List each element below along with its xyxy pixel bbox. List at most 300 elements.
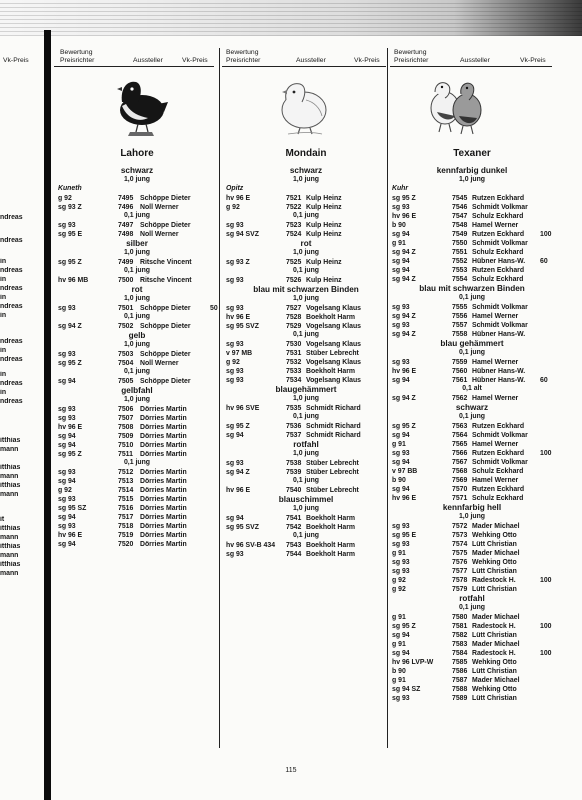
entry-row [392, 640, 552, 649]
age-class-label: 1,0 jung [123, 295, 151, 302]
entry-row [226, 468, 386, 477]
texaner-pigeons-illustration [425, 72, 487, 138]
catalog-number: 7549 [452, 231, 468, 238]
age-class-label: 0,1 jung [458, 349, 486, 356]
left-page-text-fragment: ndreas [0, 398, 23, 405]
entry-row [226, 194, 386, 203]
catalog-number: 7581 [452, 623, 468, 630]
rating: g 91 [392, 614, 406, 621]
exhibitor: Wehking Otto [472, 659, 517, 666]
entry-row [392, 275, 552, 284]
age-class-label: 0,1 jung [123, 212, 151, 219]
mondain-pigeon-illustration [270, 72, 334, 138]
catalog-number: 7521 [286, 195, 302, 202]
rating: sg 93 [226, 305, 244, 312]
rating: sg 93 [226, 277, 244, 284]
rating: sg 94 [58, 478, 76, 485]
catalog-number: 7576 [452, 559, 468, 566]
catalog-number: 7587 [452, 677, 468, 684]
entry-row [226, 322, 386, 331]
header-vk-preis: Vk-Preis [520, 57, 546, 64]
entry-row [58, 450, 216, 459]
catalog-number: 7556 [452, 313, 468, 320]
rating: b 90 [392, 477, 406, 484]
rating: sg 93 [392, 695, 410, 702]
entry-row [226, 486, 386, 495]
age-class-label: 0,1 jung [123, 267, 151, 274]
catalog-number: 7527 [286, 305, 302, 312]
rating: sg 94 [392, 267, 410, 274]
entry-row [58, 194, 216, 203]
catalog-number: 7530 [286, 341, 302, 348]
age-class-label: 0,1 jung [292, 532, 320, 539]
entry-row [392, 212, 552, 221]
exhibitor: Schulz Eckhard [472, 213, 524, 220]
exhibitor: Ritsche Vincent [140, 259, 192, 266]
rating: b 90 [392, 222, 406, 229]
rating: sg 93 [392, 568, 410, 575]
exhibitor: Mader Michael [472, 614, 520, 621]
entry-row [392, 622, 552, 631]
catalog-number: 7522 [286, 204, 302, 211]
exhibitor: Boekholt Harm [306, 314, 356, 321]
sale-price: 60 [540, 377, 548, 384]
exhibitor: Wehking Otto [472, 532, 517, 539]
rating: sg 94 [392, 459, 410, 466]
catalog-number: 7585 [452, 659, 468, 666]
exhibitor: Dörries Martin [140, 541, 187, 548]
exhibitor: Dörries Martin [140, 505, 187, 512]
exhibitor: Dörries Martin [140, 424, 187, 431]
color-class-heading: kennfarbig hell [442, 503, 502, 512]
entry-row [58, 540, 216, 549]
exhibitor: Mader Michael [472, 523, 520, 530]
left-page-text-fragment: in [0, 312, 7, 319]
exhibitor: Radestock H. [472, 623, 516, 630]
entry-row [58, 513, 216, 522]
entry-row [58, 359, 216, 368]
catalog-number: 7577 [452, 568, 468, 575]
catalog-number: 7498 [118, 231, 134, 238]
rating: g 92 [226, 359, 240, 366]
rating: g 91 [392, 641, 406, 648]
rating: g 92 [226, 204, 240, 211]
rating: sg 94 Z [392, 249, 416, 256]
exhibitor: Kulp Heinz [306, 277, 342, 284]
exhibitor: Dörries Martin [140, 433, 187, 440]
age-class-label: 0,1 jung [292, 212, 320, 219]
rating: sg 94 [226, 515, 244, 522]
rating: hv 96 SV-B 434 [226, 542, 276, 549]
rating: g 91 [392, 240, 406, 247]
age-class-label: 1,0 jung [123, 176, 151, 183]
entry-row [226, 258, 386, 267]
entry-row [392, 613, 552, 622]
left-page-text-fragment: mann [0, 446, 19, 453]
page-number: 115 [285, 767, 297, 774]
exhibitor: Kulp Heinz [306, 259, 342, 266]
entry-row [392, 558, 552, 567]
rating: sg 95 Z [58, 451, 82, 458]
entry-row [392, 431, 552, 440]
entry-row [392, 585, 552, 594]
entry-row [58, 441, 216, 450]
rating: sg 94 SVZ [226, 231, 259, 238]
sale-price: 50 [210, 305, 218, 312]
catalog-number: 7531 [286, 350, 302, 357]
rating: sg 93 [58, 222, 76, 229]
catalog-number: 7499 [118, 259, 134, 266]
exhibitor: Dörries Martin [140, 478, 187, 485]
header-aussteller: Aussteller [460, 57, 490, 64]
column-divider [387, 48, 388, 748]
color-class-heading: rotfahl [459, 594, 485, 603]
entry-row [392, 685, 552, 694]
rating: g 92 [58, 195, 72, 202]
rating: hv 96 E [226, 487, 251, 494]
rating: g 91 [392, 677, 406, 684]
catalog-number: 7575 [452, 550, 468, 557]
exhibitor: Mader Michael [472, 677, 520, 684]
catalog-number: 7495 [118, 195, 134, 202]
rating: sg 93 [392, 304, 410, 311]
rating: sg 94 Z [392, 276, 416, 283]
exhibitor: Schmidt Volkmar [472, 204, 528, 211]
exhibitor: Kulp Heinz [306, 195, 342, 202]
catalog-number: 7518 [118, 523, 134, 530]
age-class-label: 0,1 jung [292, 477, 320, 484]
catalog-number: 7565 [452, 441, 468, 448]
catalog-number: 7564 [452, 432, 468, 439]
rating: hv 96 E [392, 495, 417, 502]
column-divider [219, 48, 220, 748]
catalog-number: 7532 [286, 359, 302, 366]
header-aussteller: Aussteller [133, 57, 163, 64]
color-class-heading: kennfarbig dunkel [436, 166, 508, 175]
color-class-heading: rot [131, 285, 143, 294]
entry-row [392, 239, 552, 248]
entry-row [58, 432, 216, 441]
rating: sg 94 [392, 432, 410, 439]
rating: sg 94 [58, 433, 76, 440]
rating: sg 94 Z [226, 469, 250, 476]
exhibitor: Dörries Martin [140, 523, 187, 530]
age-class-label: 1,0 jung [292, 176, 320, 183]
entry-row [58, 322, 216, 331]
rating: sg 94 [392, 258, 410, 265]
left-page-text-fragment: itthias [0, 482, 21, 489]
age-class-label: 0,1 jung [458, 604, 486, 611]
entry-row [58, 405, 216, 414]
catalog-number: 7504 [118, 360, 134, 367]
catalog-number: 7559 [452, 359, 468, 366]
catalog-number: 7546 [452, 204, 468, 211]
entry-row [226, 367, 386, 376]
exhibitor: Stüber Lebrecht [306, 469, 359, 476]
exhibitor: Lütt Christian [472, 541, 517, 548]
color-class-heading: gelb [128, 331, 146, 340]
rating: sg 93 Z [226, 259, 250, 266]
header-aussteller: Aussteller [296, 57, 326, 64]
catalog-number: 7507 [118, 415, 134, 422]
exhibitor: Rutzen Eckhard [472, 486, 525, 493]
catalog-number: 7505 [118, 378, 134, 385]
entry-row [392, 203, 552, 212]
catalog-number: 7506 [118, 406, 134, 413]
catalog-number: 7509 [118, 433, 134, 440]
rating: sg 93 [58, 469, 76, 476]
rating: hv 96 E [392, 368, 417, 375]
entry-row [58, 203, 216, 212]
exhibitor: Schmidt Volkmar [472, 304, 528, 311]
entry-row [392, 257, 552, 266]
catalog-number: 7570 [452, 486, 468, 493]
rating: sg 93 [58, 351, 76, 358]
rating: sg 93 [392, 450, 410, 457]
exhibitor: Schmidt Richard [306, 423, 361, 430]
rating: sg 94 [392, 486, 410, 493]
exhibitor: Noll Werner [140, 204, 179, 211]
left-page-text-fragment: mann [0, 534, 19, 541]
rating: g 91 [392, 550, 406, 557]
exhibitor: Radestock H. [472, 577, 516, 584]
exhibitor: Hübner Hans-W. [472, 377, 526, 384]
catalog-number: 7573 [452, 532, 468, 539]
entry-row [58, 531, 216, 540]
exhibitor: Kulp Heinz [306, 222, 342, 229]
entry-row [392, 576, 552, 585]
catalog-number: 7547 [452, 213, 468, 220]
rating: sg 93 [58, 305, 76, 312]
entry-row [392, 194, 552, 203]
entry-row [392, 321, 552, 330]
entry-row [226, 431, 386, 440]
catalog-number: 7586 [452, 668, 468, 675]
exhibitor: Dörries Martin [140, 451, 187, 458]
exhibitor: Lütt Christian [472, 586, 517, 593]
exhibitor: Schmidt Volkmar [472, 459, 528, 466]
rating: sg 93 [58, 523, 76, 530]
age-class-label: 0,1 jung [458, 294, 486, 301]
catalog-number: 7517 [118, 514, 134, 521]
exhibitor: Stüber Lebrecht [306, 350, 359, 357]
header-bewertung: Bewertung [394, 49, 427, 56]
catalog-number: 7558 [452, 331, 468, 338]
rating: sg 95 Z [58, 360, 82, 367]
color-class-heading: blau gehämmert [440, 339, 504, 348]
catalog-number: 7503 [118, 351, 134, 358]
rating: g 91 [392, 441, 406, 448]
age-class-label: 0,1 jung [292, 413, 320, 420]
exhibitor: Schöppe Dieter [140, 378, 191, 385]
catalog-number: 7548 [452, 222, 468, 229]
entry-row [226, 376, 386, 385]
entry-row [226, 523, 386, 532]
catalog-number: 7582 [452, 632, 468, 639]
rating: sg 94 [58, 442, 76, 449]
catalog-number: 7538 [286, 460, 302, 467]
exhibitor: Rutzen Eckhard [472, 423, 525, 430]
exhibitor: Vogelsang Klaus [306, 341, 362, 348]
catalog-number: 7529 [286, 323, 302, 330]
rating: sg 95 Z [392, 423, 416, 430]
header-left-vk-preis: Vk-Preis [3, 57, 29, 64]
catalog-number: 7500 [118, 277, 134, 284]
catalog-number: 7583 [452, 641, 468, 648]
left-page-text-fragment: it [0, 516, 5, 523]
catalog-number: 7534 [286, 377, 302, 384]
left-page-text-fragment: itthias [0, 464, 21, 471]
left-page-text-fragment: mann [0, 570, 19, 577]
catalog-number: 7555 [452, 304, 468, 311]
rating: sg 95 Z [226, 423, 250, 430]
header-vk-preis: Vk-Preis [354, 57, 380, 64]
exhibitor: Schmidt Richard [306, 405, 361, 412]
exhibitor: Radestock H. [472, 650, 516, 657]
exhibitor: Kulp Heinz [306, 204, 342, 211]
catalog-number: 7511 [118, 451, 133, 458]
entry-row [58, 468, 216, 477]
left-page-text-fragment: in [0, 347, 7, 354]
catalog-number: 7542 [286, 524, 302, 531]
entry-row [58, 276, 216, 285]
entry-row [226, 422, 386, 431]
color-class-heading: schwarz [289, 166, 323, 175]
catalog-number: 7557 [452, 322, 468, 329]
age-class-label: 0,1 jung [123, 313, 151, 320]
rating: sg 94 SZ [392, 686, 421, 693]
rating: sg 94 [226, 432, 244, 439]
rating: sg 94 Z [392, 313, 416, 320]
rating: sg 95 SVZ [226, 323, 259, 330]
exhibitor: Stüber Lebrecht [306, 487, 359, 494]
left-page-text-fragment: itthias [0, 525, 21, 532]
exhibitor: Dörries Martin [140, 496, 187, 503]
exhibitor: Noll Werner [140, 360, 179, 367]
rating: b 90 [392, 668, 406, 675]
rating: sg 93 [392, 559, 410, 566]
rating: sg 94 [392, 650, 410, 657]
age-class-label: 0,1 jung [123, 459, 151, 466]
rating: sg 95 E [58, 231, 83, 238]
left-page-text-fragment: ndreas [0, 338, 23, 345]
age-class-label: 1,0 jung [292, 249, 320, 256]
rating: hv 96 E [392, 213, 417, 220]
entry-row [58, 377, 216, 386]
catalog-number: 7574 [452, 541, 468, 548]
left-page-text-fragment: itthias [0, 561, 21, 568]
catalog-number: 7525 [286, 259, 302, 266]
header-preisrichter: Preisrichter [394, 57, 429, 64]
catalog-number: 7510 [118, 442, 134, 449]
entry-row [392, 676, 552, 685]
exhibitor: Lütt Christian [472, 668, 517, 675]
entry-row [392, 376, 552, 385]
entry-row [226, 203, 386, 212]
breed-title: Texaner [453, 148, 491, 159]
catalog-number: 7584 [452, 650, 468, 657]
age-class-label: 0,1 jung [458, 413, 486, 420]
rating: sg 93 [392, 359, 410, 366]
exhibitor: Schöppe Dieter [140, 195, 191, 202]
rating: hv 96 MB [58, 277, 89, 284]
lahore-pigeon-illustration [108, 72, 168, 138]
entry-row [392, 266, 552, 275]
exhibitor: Schöppe Dieter [140, 323, 191, 330]
exhibitor: Rutzen Eckhard [472, 195, 525, 202]
exhibitor: Schmidt Volkmar [472, 432, 528, 439]
catalog-number: 7563 [452, 423, 468, 430]
rating: sg 93 Z [58, 204, 82, 211]
exhibitor: Lütt Christian [472, 632, 517, 639]
rating: sg 93 [392, 541, 410, 548]
exhibitor: Mader Michael [472, 641, 520, 648]
catalog-number: 7553 [452, 267, 468, 274]
catalog-number: 7579 [452, 586, 468, 593]
rating: sg 94 [58, 378, 76, 385]
rating: hv 96 E [58, 532, 83, 539]
left-page-text-fragment: ndreas [0, 214, 23, 221]
catalog-number: 7588 [452, 686, 468, 693]
catalog-number: 7528 [286, 314, 302, 321]
entry-row [226, 550, 386, 559]
catalog-number: 7539 [286, 469, 302, 476]
age-class-label: 1,0 jung [458, 176, 486, 183]
left-page-text-fragment: mann [0, 552, 19, 559]
exhibitor: Noll Werner [140, 231, 179, 238]
age-class-label: 1,0 jung [123, 341, 151, 348]
entry-row [392, 694, 552, 703]
rating: sg 93 [226, 551, 244, 558]
rating: sg 94 [58, 514, 76, 521]
catalog-number: 7571 [452, 495, 468, 502]
catalog-number: 7550 [452, 240, 468, 247]
exhibitor: Boekholt Harm [306, 542, 356, 549]
rating: sg 95 SZ [58, 505, 87, 512]
age-class-label: 1,0 jung [123, 396, 151, 403]
catalog-number: 7560 [452, 368, 468, 375]
catalog-number: 7562 [452, 395, 468, 402]
left-page-text-fragment: itthias [0, 437, 21, 444]
exhibitor: Hamel Werner [472, 477, 519, 484]
catalog-number: 7520 [118, 541, 134, 548]
age-class-label: 0,1 jung [292, 331, 320, 338]
color-class-heading: rot [300, 239, 312, 248]
catalog-number: 7567 [452, 459, 468, 466]
catalog-number: 7526 [286, 277, 302, 284]
rating: sg 95 Z [392, 195, 416, 202]
catalog-number: 7540 [286, 487, 302, 494]
catalog-number: 7496 [118, 204, 134, 211]
left-page-text-fragment: in [0, 276, 7, 283]
entry-row [392, 230, 552, 239]
catalog-number: 7552 [452, 258, 468, 265]
exhibitor: Kulp Heinz [306, 231, 342, 238]
catalog-number: 7533 [286, 368, 302, 375]
color-class-heading: blauschimmel [278, 495, 334, 504]
catalog-number: 7515 [118, 496, 134, 503]
rating: sg 93 [58, 496, 76, 503]
sale-price: 100 [540, 450, 552, 457]
exhibitor: Schulz Eckhard [472, 249, 524, 256]
entry-row [392, 440, 552, 449]
sale-price: 100 [540, 577, 552, 584]
entry-row [392, 394, 552, 403]
left-page-text-fragment: in [0, 294, 7, 301]
sale-price: 100 [540, 650, 552, 657]
catalog-number: 7497 [118, 222, 134, 229]
exhibitor: Vogelsang Klaus [306, 359, 362, 366]
